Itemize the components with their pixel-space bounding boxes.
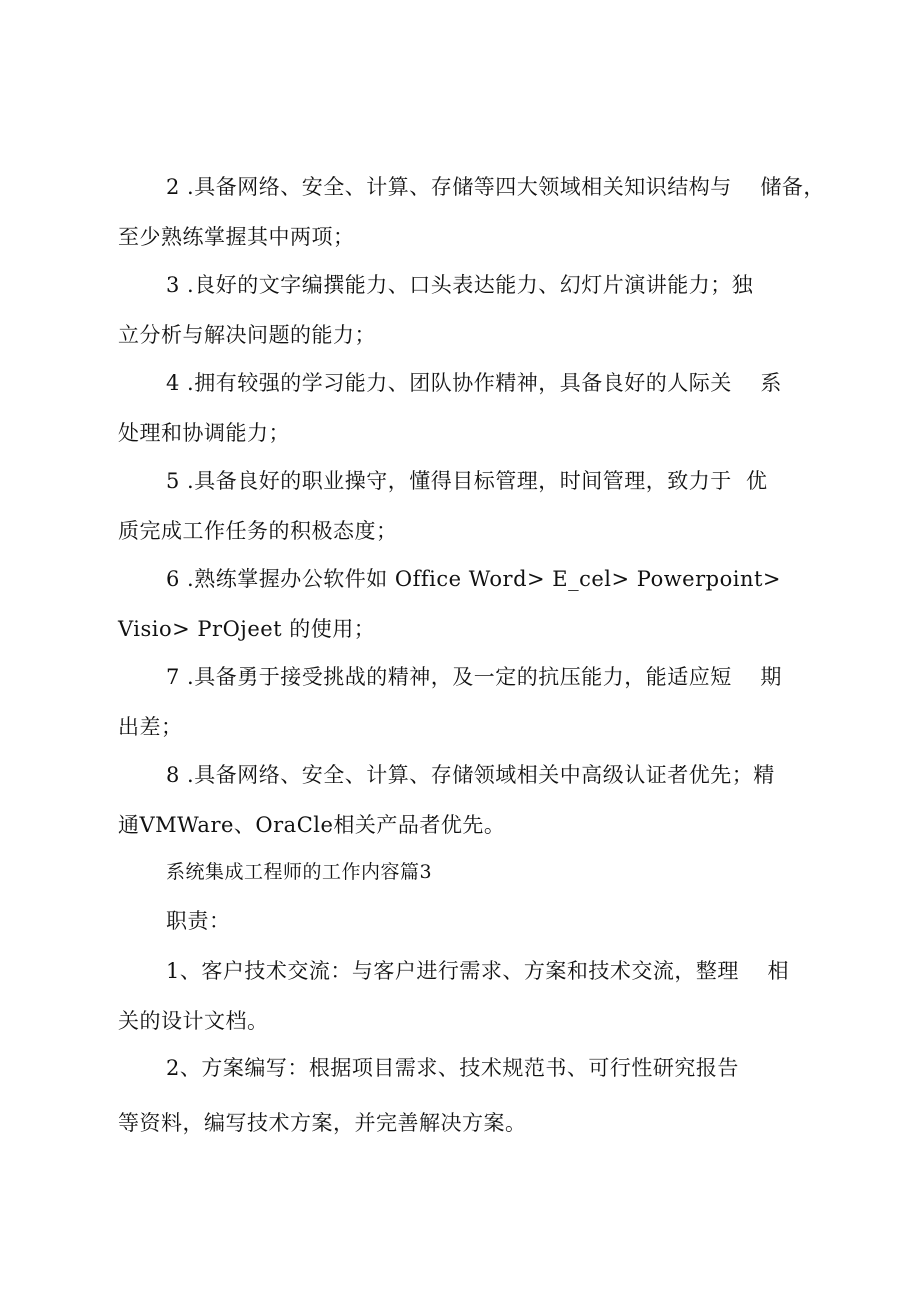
duty-1-line-1: 1、客户技术交流：与客户进行需求、方案和技术交流，整理 相 — [166, 959, 790, 983]
requirement-6-line-1: 6 .熟练掌握办公软件如 Office Word> E_cel> Powerpoint> — [166, 567, 782, 591]
duty-1-line-2: 关的设计文档。 — [118, 1009, 269, 1033]
requirement-2-line-1: 2 .具备网络、安全、计算、存储等四大领域相关知识结构与 储备， — [166, 175, 825, 199]
duty-2-line-1: 2、方案编写：根据项目需求、技术规范书、可行性研究报告 — [166, 1056, 739, 1080]
requirement-4-line-1: 4 .拥有较强的学习能力、团队协作精神，具备良好的人际关 系 — [166, 371, 782, 395]
section-heading: 系统集成工程师的工作内容篇3 — [166, 861, 433, 883]
requirement-2-line-2: 至少熟练掌握其中两项； — [118, 225, 355, 249]
requirement-5-line-1: 5 .具备良好的职业操守，懂得目标管理，时间管理，致力于 优 — [166, 469, 768, 493]
requirement-7-line-2: 出差； — [118, 715, 183, 739]
duties-label: 职责： — [166, 909, 231, 933]
requirement-3-line-2: 立分析与解决问题的能力； — [118, 323, 376, 347]
requirement-8-line-1: 8 .具备网络、安全、计算、存储领域相关中高级认证者优先；精 — [166, 763, 775, 787]
requirement-6-line-2: Visio> PrOjeet 的使用； — [118, 617, 376, 641]
duty-2-line-2: 等资料，编写技术方案，并完善解决方案。 — [118, 1111, 527, 1135]
requirement-7-line-1: 7 .具备勇于接受挑战的精神，及一定的抗压能力，能适应短 期 — [166, 665, 782, 689]
requirement-3-line-1: 3 .良好的文字编撰能力、口头表达能力、幻灯片演讲能力；独 — [166, 273, 754, 297]
requirement-4-line-2: 处理和协调能力； — [118, 421, 290, 445]
requirement-8-line-2: 通VMWare、OraCle相关产品者优先。 — [118, 813, 506, 837]
requirement-5-line-2: 质完成工作任务的积极态度； — [118, 519, 398, 543]
